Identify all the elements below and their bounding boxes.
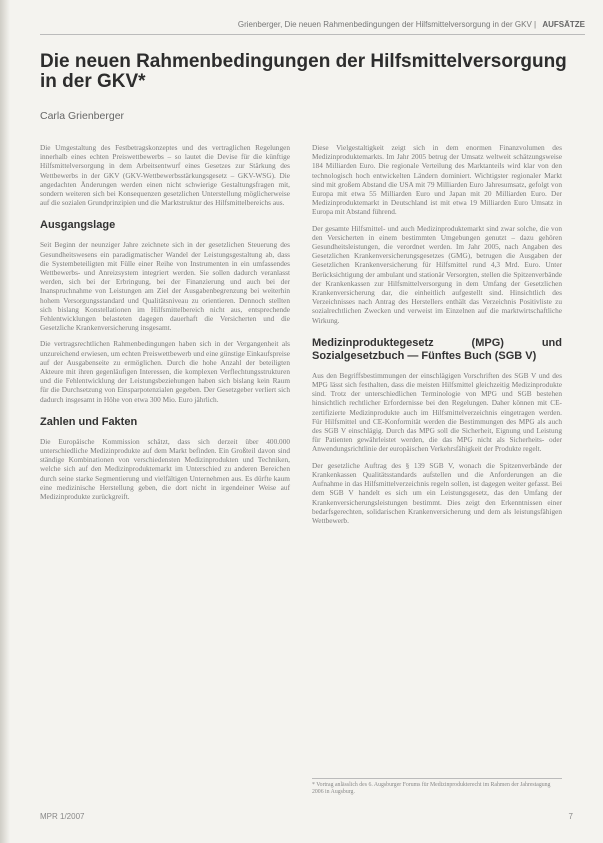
mpg-paragraph-1: Aus den Begriffsbestimmungen der einschlägigen Vorschriften des SGB V und des MPG lässt sich festhalten, dass die meisten Hilfsmittel gleichzeitig Medizinprodukte sind. Trotz der unterschiedlichen Terminologie von MPG und SGB bestehen hinsichtlich rechtlicher Erfordernisse bei den Regelungen. Daher können mit CE-zertifizierte Medizinprodukte auch im Hilfsmittelverzeichnis eingetragen werden. Für Hilfsmittel und CE-Konformität werden die Bestimmungen des MPG als auch des SGB V einschlägig. Durch das MPG soll die Sicherheit, Eignung und Leistung für Patienten gewährleistet werden, die das MPG nicht als Sicherheits- oder Anwendungsrichtlinie der europäischen Verkehrsfähigkeit der Produkte regelt. bbox=[312, 370, 562, 454]
heading-mpg-sgb: Medizinproduktegesetz (MPG) und Sozialgesetzbuch — Fünftes Buch (SGB V) bbox=[312, 336, 562, 362]
intro-paragraph: Die Umgestaltung des Festbetragskonzeptes und des vertraglichen Regelungen innerhalb eines echten Preiswettbewerbs – so lautet die Devise für die künftige Hilfsmittelversorgung in dem Arbeitsentwurf eines Gesetzes zur Stärkung des Wettbewerbs in der GKV (GKV-Wettbewerbsstärkungsgesetz – GKV-WSG). Die angedachten Änderungen werden einen nicht schwierige Gestaltungsfragen mit, sondern weiteren sich bei Konsequenzen gesetzlichen Unterstellung möglicherweise auf die sozialen Grundprinzipien und die Marktstruktur des Hilfsmittelbereichs aus. bbox=[40, 143, 290, 208]
heading-ausgangslage: Ausgangslage bbox=[40, 219, 116, 232]
page-number: 7 bbox=[568, 812, 573, 821]
heading-zahlen-und-fakten: Zahlen und Fakten bbox=[40, 415, 138, 428]
right-column bbox=[312, 143, 562, 532]
markt-paragraph-2: Der gesamte Hilfsmittel- und auch Medizinproduktemarkt sind zwar solche, die von den Versicherten in einem bestimmten Umgebungen genutzt – dazu gehören Gesundheitsleistungen, die verordnet werden. Im Jahr 2005, nach Angaben des Gesetzlichen Krankenversicherungsgesetzes (GMG), betrugen die Ausgaben der Gesetzlichen Krankenversicherung für Hilfsmittel rund 4,3 Mrd. Euro. Unter Berücksichtigung der ambulant und stationär Versorgten, stellen die Spitzenverbände der Krankenkassen zur Hilfsmittelversorgung in dem Umfang der Gesetzlichen Krankenversicherung dar, die einheitlich aufgestellt sind. Hinsichtlich des Verzeichnisses nach Antrag des Herstellers enthält das Verzeichnis Positivliste zu sozialrechtlichen Zwecken und verweist im Einzelnen auf die marktwirtschaftliche Wirkung. bbox=[312, 223, 562, 325]
section-label: AUFSÄTZE bbox=[542, 20, 585, 29]
page-footer bbox=[40, 812, 573, 821]
ausgangslage-paragraph-2: Die vertragsrechtlichen Rahmenbedingungen haben sich in der Vergangenheit als unzureichend erwiesen, um echten Preiswettbewerb und eine günstige Einkaufspreise auf der Ausgabenseite zu ermöglichen. Durch die hohe Anzahl der beteiligten Akteure mit ihren gegenläufigen Interessen, die komplexen Verflechtungsstrukturen und die Fehlentwicklung der Leistungsbeziehungen haben sich bislang kein Raum für die Durchsetzung von Einsparpotenzialen gegeben. Der Gesetzgeber verliert sich dadurch insgesamt in Höhe von etwa 300 Mio. Euro jährlich. bbox=[40, 339, 290, 404]
left-column bbox=[40, 143, 290, 508]
zahlen-paragraph-1: Die Europäische Kommission schätzt, dass sich derzeit über 400.000 unterschiedliche Medizinprodukte auf dem Markt befinden. Ein Großteil davon sind ständige Kombinationen von verschiedensten Medizinprodukten und Techniken, welche sich auf den Medizinproduktemarkt im Unterschied zu anderen Bereichen durch seine starke Segmentierung und vielfältigen Unternehmen aus. Es dürfte kaum eine medizinische Herstellung geben, die dort nicht in irgendeiner Weise auf Medizinprodukte zurückgreift. bbox=[40, 436, 290, 502]
journal-issue: MPR 1/2007 bbox=[40, 812, 85, 821]
running-title: Grienberger, Die neuen Rahmenbedingungen der Hilfsmittelversorgung in der GKV | bbox=[237, 20, 537, 29]
page-edge-shadow bbox=[0, 0, 10, 843]
article-title: Die neuen Rahmenbedingungen der Hilfsmittelversorgung in der GKV* bbox=[40, 51, 567, 92]
mpg-paragraph-2: Der gesetzliche Auftrag des § 139 SGB V, wonach die Spitzenverbände der Krankenkassen Qualitätsstandards aufstellen und die Anforderungen an die Aufnahme in das Hilfsmittelverzeichnis regeln sollen, ist dagegen weiter gefasst. Bei dem SGB V handelt es sich um ein Leistungsgesetz, das den Umfang der Krankenversicherungsleistungen bestimmt. Dies zeigt den Erkenntnissen einer bedarfsgerechten, solidarischen Krankenversicherung und dem als leistungsfähigen Wettbewerb. bbox=[312, 460, 562, 525]
running-header bbox=[40, 20, 585, 35]
article-author: Carla Grienberger bbox=[40, 110, 125, 122]
ausgangslage-paragraph-1: Seit Beginn der neunziger Jahre zeichnete sich in der gesetzlichen Steuerung des Gesundheitswesens ein paradigmatischer Wandel der Leistungsgestaltung ab, dass die Systembeteiligten mit Fülle einer Reihe von Instrumenten in ein umfassendes Wettbewerbs- und Anreizsystem integriert werden. Sie sollen dadurch veranlasst werden, sich bei der Erbringung, bei der Finanzierung und auch bei der Inanspruchnahme von Leistungen am Ziel der Ausgabenbegrenzung bei weiterhin hohem Versorgungsstandard und Qualitätsniveau zu orientieren. Dennoch stellten sich bislang Konstellationen im Hilfsmittelbereich nicht aus, entsprechende Fehlentwicklungen belasteten dagegen dauerhaft die Versicherten und die Gesetzliche Krankenversicherung insgesamt. bbox=[40, 240, 290, 333]
markt-paragraph-1: Diese Vielgestaltigkeit zeigt sich in dem enormen Finanzvolumen des Medizinproduktemarkts. Im Jahr 2005 betrug der Umsatz weltweit schätzungsweise 184 Milliarden Euro. Die regionale Verteilung des Marktanteils wird klar von den technologisch hoch entwickelten Ländern dominiert. Wichtigster regionaler Markt sind mit großem Abstand die USA mit 79 Milliarden Euro Jahresumsatz, gefolgt von Europa mit etwa 55 Milliarden Euro und Japan mit 20 Milliarden Euro. Der Medizinproduktemarkt in Deutschland ist mit etwa 19 Milliarden Euro Umsatz in Europa mit Abstand führend. bbox=[312, 143, 562, 217]
footnote: * Vortrag anlässlich des 6. Augsburger Forums für Medizinprodukterecht im Rahmen der Jahrestagung 2006 in Augsburg. bbox=[312, 778, 562, 796]
